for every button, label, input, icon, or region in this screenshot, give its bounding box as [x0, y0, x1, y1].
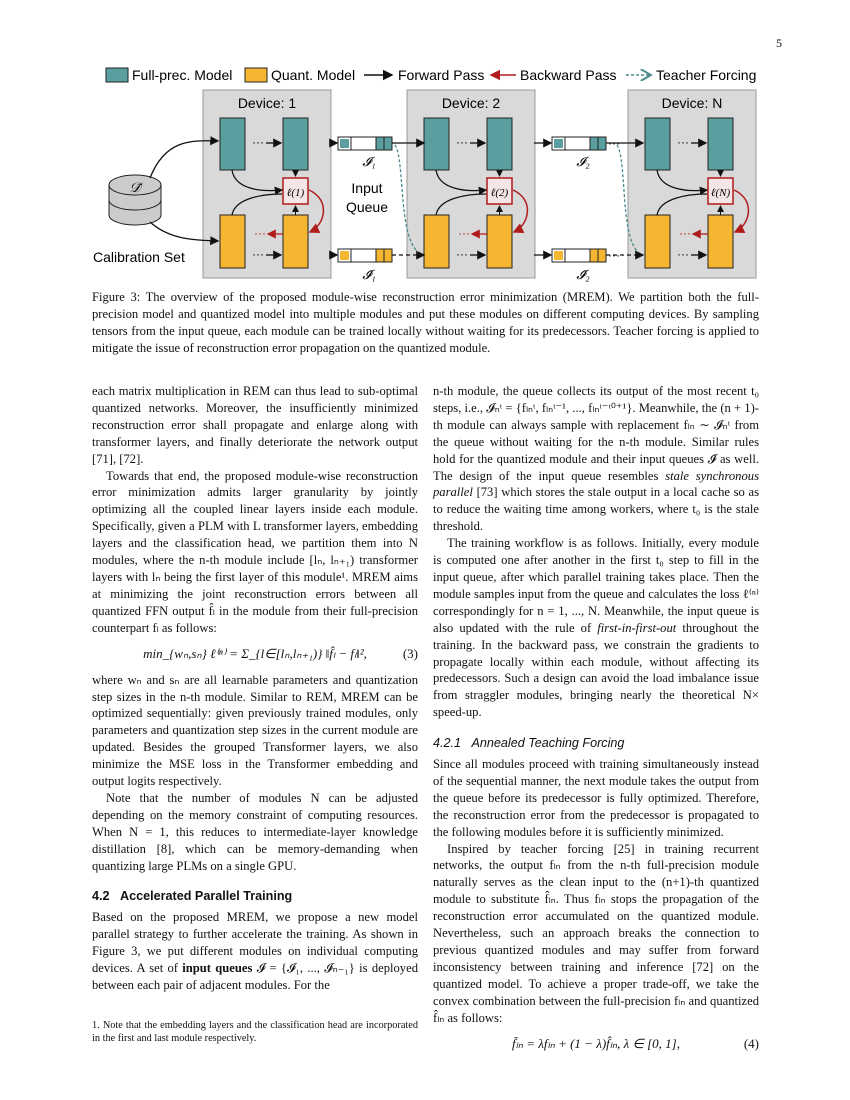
ellipsis-dots: ···: [252, 135, 264, 149]
paragraph: Inspired by teacher forcing [25] in training recurrent networks, the output fₗₙ from the n-th full-precision module naturally serves as the clean input to the (n+1)-th quantized module to substitute f̂ₗₙ. Thus fₗₙ stops the propagation of the reconstruction error accumulated on the quantized module. Nevertheless, such an approach breaks the connection to previous quantized modules and may suffer from forward inconsistency between training and inference [72] on the quantized model. To achieve a proper trade-off, we take the convex combination between the full-precision fₗₙ and quantized f̂ₗₙ as follows:: [433, 841, 759, 1025]
full-prec-block: [424, 118, 449, 170]
quant-block: [708, 215, 733, 268]
device-2: [407, 90, 535, 278]
ellipsis-dots: ···: [677, 247, 689, 261]
ellipsis-dots: ···: [458, 226, 470, 240]
legend-full-prec-swatch: [106, 68, 128, 82]
left-column: [92, 383, 418, 1045]
ellipsis-dots: ···: [608, 248, 620, 262]
section-number: 4.2: [92, 889, 110, 904]
equation-body: f̃ₗₙ = λfₗₙ + (1 − λ)f̂ₗₙ, λ ∈ [0, 1],: [512, 1035, 680, 1051]
input-queue: [338, 249, 392, 282]
quant-block: [487, 215, 512, 268]
quant-block: [220, 215, 245, 268]
legend-quant-swatch: [245, 68, 267, 82]
full-prec-block: [708, 118, 733, 170]
quant-block: [645, 215, 670, 268]
full-prec-block: [283, 118, 308, 170]
page-number: 5: [776, 36, 782, 50]
paragraph: each matrix multiplication in REM can thus lead to sub-optimal quantized networks. Moreover, the insufficiently minimized reconstruction error shall propagate and enlarge along with transformer layers, and finally deteriorate the network output [71], [72].: [92, 384, 418, 466]
full-prec-block: [645, 118, 670, 170]
ellipsis-dots: ···: [679, 226, 691, 240]
quant-block: [283, 215, 308, 268]
device-label: Device: N: [661, 95, 723, 111]
equation-number: (4): [743, 1035, 759, 1051]
queue-label: 𝓘̂₁: [362, 267, 376, 282]
ellipsis-dots: ···: [456, 247, 468, 261]
queue-label: 𝓘₁: [362, 154, 376, 169]
legend: [106, 67, 756, 83]
legend-backward: Backward Pass: [520, 67, 617, 83]
loss-label: ℓ(1): [286, 187, 305, 199]
paragraph: n-th module, the queue collects its output of the most recent t₀ steps, i.e., 𝓘ₙᵗ = {fₗₙᵗ, fₗₙᵗ⁻¹, ..., fₗₙᵗ⁻ᵗ⁰⁺¹}. Meanwhile, the (n + 1)-th module can always sample with replacement fₗₙ ∼ 𝓘ₙᵗ from the queue without waiting for the n-th module. Similar rules hold for the quantized module and their input queues 𝓘̂ as well. The design of the input queue resembles stale synchronous parallel [73] which stores the stale output in a local cache so as to reduce the waiting time among workers, where t₀ is the stale threshold.: [433, 384, 759, 534]
section-title: Accelerated Parallel Training: [120, 889, 293, 904]
device-label: Device: 2: [441, 95, 501, 111]
device-1: [203, 90, 331, 278]
input-queue-label-2: Queue: [345, 199, 389, 215]
paragraph: Based on the proposed MREM, we propose a new model parallel strategy to further accelerate the training. As shown in Figure 3, we put different modules on individual computing devices. A set of input queues 𝓘 = {𝓘₁, ..., 𝓘ₙ₋₁} is deployed between each pair of adjacent modules. For the: [92, 910, 418, 992]
dataset-symbol: 𝒟̃: [129, 181, 141, 196]
calibration-set-icon: [109, 175, 161, 225]
full-prec-block: [487, 118, 512, 170]
paragraph: The training workflow is as follows. Initially, every module is computed one after another in the first t₀ step to fill in the input queue, after which parallel training takes place. Then the module samples input from the queue and calculates the loss ℓ⁽ⁿ⁾ correspondingly for n = 1, ..., N. Meanwhile, the input queue is also updated with the rule of first-in-first-out throughout the training. In the backward pass, we constrain the gradients to propagate locally within each module, without affecting its predecessors. Such a design can avoid the load imbalance issue from straggler modules, bringing nearly the theoretical N× speed-up.: [433, 536, 760, 720]
equation-4: [433, 1035, 759, 1052]
ellipsis-dots: ···: [254, 226, 266, 240]
input-queue: [338, 137, 392, 169]
input-queue: [552, 137, 606, 169]
right-column: [433, 383, 760, 1051]
ellipsis-dots: ···: [677, 135, 689, 149]
ellipsis-dots: ···: [456, 135, 468, 149]
bold-term: input queues: [182, 961, 253, 976]
input-queue: [552, 249, 606, 282]
input-queue-label-1: Input: [351, 180, 383, 196]
paragraph: Since all modules proceed with training simultaneously instead of the sequential manner, the next module takes the output from the queue before its predecessor is fully optimized. Therefore, the reconstruction error from the predecessor is propagated to the following modules before it is sufficiently minimized.: [433, 757, 759, 839]
queue-label: 𝓘̂₂: [576, 267, 590, 282]
equation-number: (3): [402, 645, 418, 661]
device-label: Device: 1: [237, 95, 297, 111]
calibration-set-label: Calibration Set: [93, 249, 185, 265]
legend-forward: Forward Pass: [398, 67, 485, 83]
quant-block: [424, 215, 449, 268]
figure-caption: Figure 3: The overview of the proposed module-wise reconstruction error minimization (MREM). We partition both the full-precision model and quantized model into multiple modules and put these modules on different computing devices. By sampling tensors from the input queue, each module can be trained locally without waiting for its predecessors. Teacher forcing is applied to mitigate the issue of reconstruction error propagation on the quantized module.: [92, 290, 759, 355]
loss-label: ℓ(N): [710, 187, 731, 199]
legend-quant: Quant. Model: [271, 67, 356, 83]
queue-label: 𝓘₂: [576, 154, 590, 169]
legend-teacher: Teacher Forcing: [656, 67, 757, 83]
paragraph: where wₙ and sₙ are all learnable parameters and quantization step sizes in the n-th module. Similar to REM, MREM can be optimized sequentially: given previously trained modules, only parameters and quantization step sizes in the current module are updated. Besides the grouped Transformer layers, we also minimize the MSE loss in the Transformer embedding and output logits respectively.: [92, 672, 418, 789]
paragraph: Towards that end, the proposed module-wise reconstruction error minimization admits larger granularity by jointly optimizing all the coupled linear layers inside each module. Specifically, given a PLM with L transformer layers, embedding layers and the classification head, we partition them into N modules, where the n-th module include [lₙ, lₙ₊₁) transformer layers with lₙ being the first layer of this module¹. MREM aims at minimizing the joint reconstruction errors between all quantized FFN output f̂ₗ in the module from their full-precision counterpart fₗ as follows:: [92, 468, 418, 635]
loss-label: ℓ(2): [490, 187, 509, 199]
full-prec-block: [220, 118, 245, 170]
equation-3: [92, 645, 418, 662]
equation-body: min_{wₙ,sₙ} ℓ⁽ⁿ⁾ = Σ_{l∈[lₙ,lₙ₊₁)} ‖f̂ₗ − fₗ‖²,: [143, 645, 367, 661]
ellipsis-dots: ···: [252, 247, 264, 261]
ellipsis-dots: ···: [608, 136, 620, 150]
section-heading: [92, 888, 418, 905]
legend-full-prec: Full-prec. Model: [132, 67, 233, 83]
device-3: [628, 90, 756, 278]
subsection-heading: 4.2.1 Annealed Teaching Forcing: [433, 736, 625, 751]
footnote: 1. Note that the embedding layers and the classification head are incorporated in the first and last module respectively.: [92, 1020, 418, 1044]
paragraph: Note that the number of modules N can be adjusted depending on the memory constraint of computing resources. When N = 1, this reduces to intermediate-layer knowledge distillation [8], which can be memory-demanding when quantizing large PLMs on a single GPU.: [92, 790, 418, 873]
figure-3-diagram: [0, 0, 850, 286]
